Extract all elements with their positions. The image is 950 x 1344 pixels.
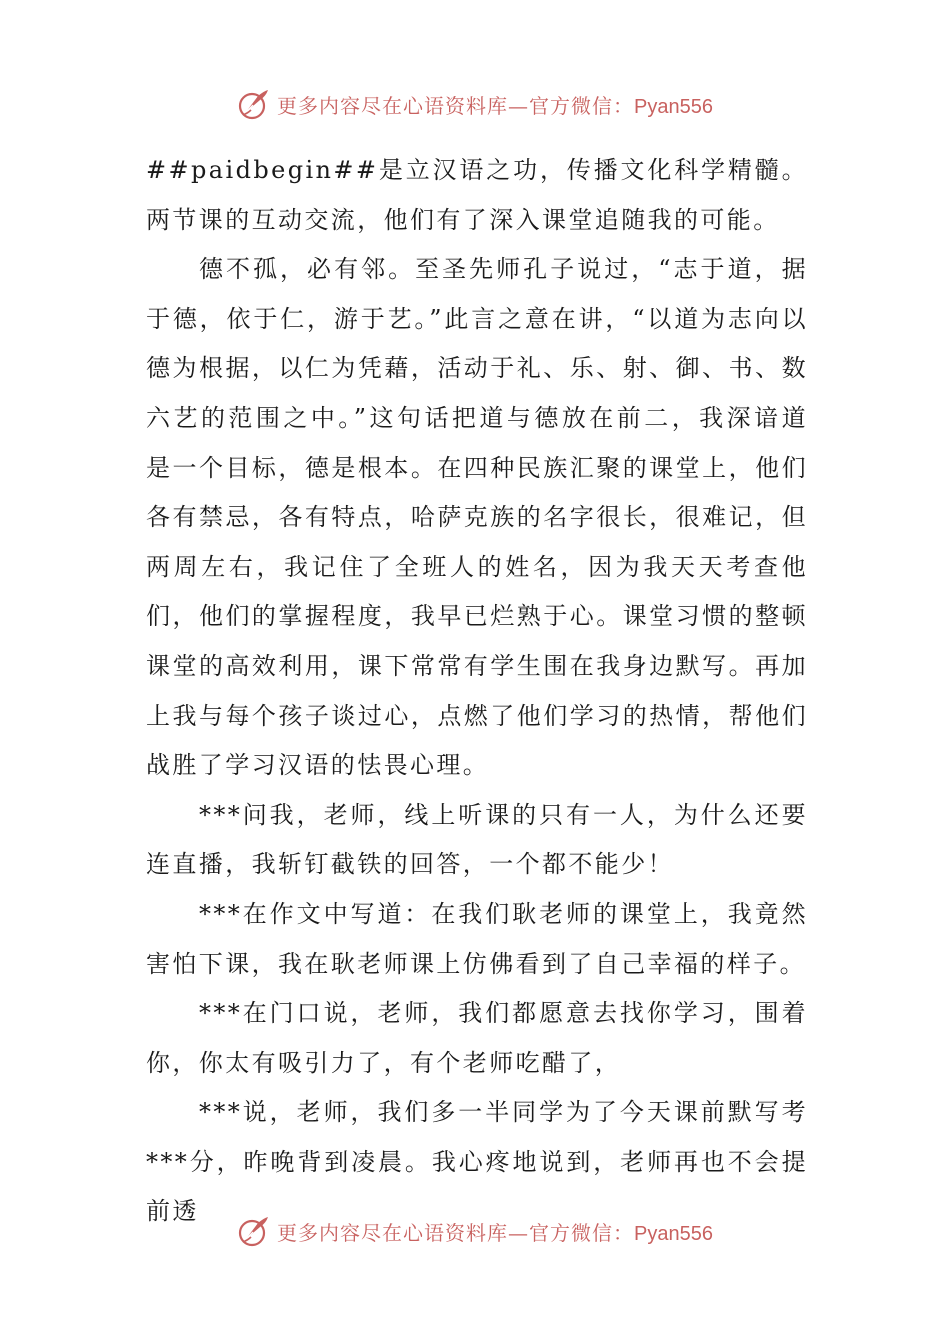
- paragraph: ***问我，老师，线上听课的只有一人，为什么还要连直播，我斩钉截铁的回答，一个都不能少！: [146, 800, 808, 879]
- header-watermark: [0, 84, 950, 124]
- quill-logo-icon: [237, 1214, 271, 1248]
- paragraph: ***在门口说，老师，我们都愿意去找你学习，围着你，你太有吸引力了，有个老师吃醋了，: [146, 999, 808, 1077]
- document-body: [146, 146, 808, 1237]
- paragraph: ***在作文中写道：在我们耿老师的课堂上，我竟然害怕下课，我在耿老师课上仿佛看到了自己幸福的样子。: [146, 899, 808, 978]
- watermark-text: 更多内容尽在心语资料库—官方微信：Pyan556: [277, 1220, 713, 1245]
- paragraph: 德不孤，必有邻。至圣先师孔子说过，“志于道，据于德，依于仁，游于艺。”此言之意在讲，“以道为志向以德为根据，以仁为凭藉，活动于礼、乐、射、御、书、数六艺的范围之中。”这句话把道与德放在前二，我深谙道是一个目标，德是根本。在四种民族汇聚的课堂上，他们各有禁忌，各有特点，哈萨克族的名字很长，很难记，但两周左右，我记住了全班人的姓名，因为我天天考查他们，他们的掌握程度，我早已烂熟于心。课堂习惯的整顿课堂的高效利用，课下常常有学生围在我身边默写。再加上我与每个孩子谈过心，点燃了他们学习的热情，帮他们战胜了学习汉语的怯畏心理。: [146, 255, 808, 780]
- watermark-text: 更多内容尽在心语资料库—官方微信：Pyan556: [277, 93, 713, 118]
- footer-watermark: [0, 1211, 950, 1251]
- quill-logo-icon: [237, 87, 271, 121]
- paragraph: ##paidbegin##是立汉语之功，传播文化科学精髓。两节课的互动交流，他们有了深入课堂追随我的可能。: [146, 156, 808, 234]
- paragraph: ***说，老师，我们多一半同学为了今天课前默写考***分，昨晚背到凌晨。我心疼地说到，老师再也不会提前透: [146, 1098, 808, 1226]
